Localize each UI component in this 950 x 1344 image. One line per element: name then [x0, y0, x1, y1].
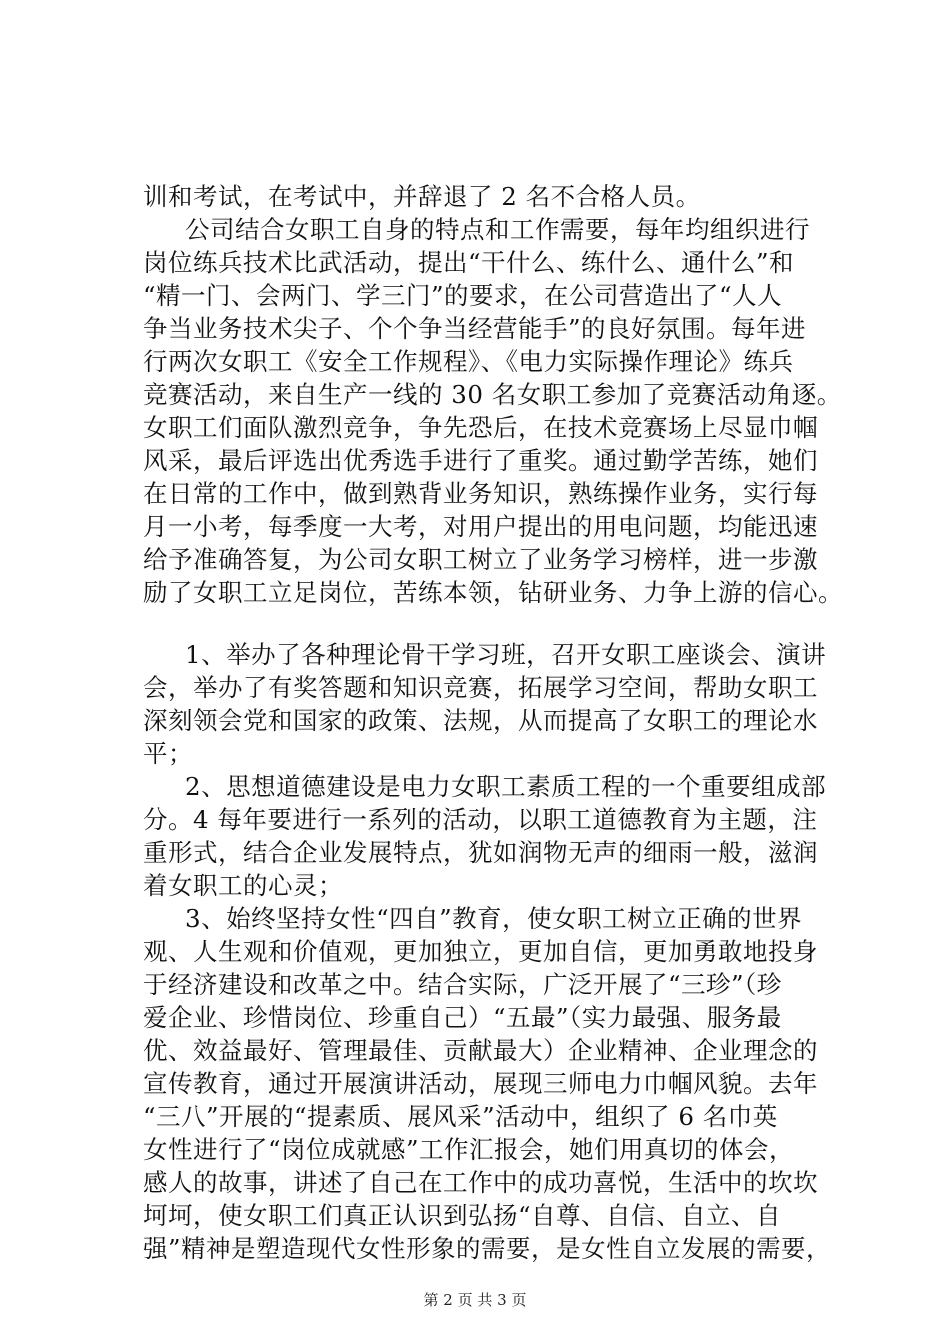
body-line: 女性进行了“岗位成就感”工作汇报会，她们用真切的体会，: [143, 1135, 795, 1164]
body-line: 训和考试，在考试中，并辞退了 2 名不合格人员。: [143, 182, 701, 211]
body-line: 在日常的工作中，做到熟背业务知识，熟练操作业务，实行每: [143, 479, 818, 508]
body-line: 重形式，结合企业发展特点，犹如润物无声的细雨一般，滋润: [143, 838, 818, 867]
body-line: 宣传教育，通过开展演讲活动，展现三师电力巾帼风貌。去年: [143, 1069, 818, 1098]
body-line: 强”精神是塑造现代女性形象的需要，是女性自立发展的需要，: [143, 1234, 832, 1263]
body-line: 深刻领会党和国家的政策、法规，从而提高了女职工的理论水: [143, 706, 818, 735]
body-line: 竞赛活动，来自生产一线的 30 名女职工参加了竞赛活动角逐。: [143, 380, 842, 409]
body-line: 观、人生观和价值观，更加独立，更加自信，更加勇敢地投身: [143, 937, 818, 966]
body-line: “三八”开展的“提素质、展风采”活动中，组织了 6 名巾英: [143, 1102, 778, 1131]
body-line: 岗位练兵技术比武活动，提出“干什么、练什么、通什么”和: [143, 248, 795, 277]
body-line: 行两次女职工《安全工作规程》、《电力实际操作理论》练兵: [143, 347, 794, 376]
body-line: 分。4 每年要进行一系列的活动，以职工道德教育为主题，注: [143, 805, 818, 834]
body-line: 女职工们面队激烈竞争，争先恐后，在技术竞赛场上尽显巾帼: [143, 413, 818, 442]
body-line: 着女职工的心灵；: [143, 871, 343, 900]
body-line: 公司结合女职工自身的特点和工作需要，每年均组织进行: [185, 215, 810, 244]
body-line: 励了女职工立足岗位，苦练本领，钻研业务、力争上游的信心。: [143, 578, 843, 607]
body-line: 于经济建设和改革之中。结合实际，广泛开展了“三珍”（珍: [143, 970, 782, 999]
body-line: 优、效益最好、管理最佳、贡献最大）企业精神、企业理念的: [143, 1036, 818, 1065]
body-line: 1、举办了各种理论骨干学习班，召开女职工座谈会、演讲: [185, 640, 827, 669]
body-line: 给予准确答复，为公司女职工树立了业务学习榜样，进一步激: [143, 545, 818, 574]
body-line: 平；: [143, 739, 193, 768]
page-number: 第 2 页 共 3 页: [423, 1291, 527, 1309]
body-line: 3、始终坚持女性“四自”教育，使女职工树立正确的世界: [185, 904, 803, 933]
body-line: “精一门、会两门、学三门”的要求，在公司营造出了“人人: [143, 281, 783, 310]
body-line: 争当业务技术尖子、个个争当经营能手”的良好氛围。每年进: [143, 314, 807, 343]
body-line: 爱企业、珍惜岗位、珍重自己）“五最”（实力最强、服务最: [143, 1003, 782, 1032]
body-line: 2、思想道德建设是电力女职工素质工程的一个重要组成部: [185, 772, 827, 801]
body-line: 月一小考，每季度一大考，对用户提出的用电问题，均能迅速: [143, 512, 818, 541]
body-line: 风采，最后评选出优秀选手进行了重奖。通过勤学苦练，她们: [143, 446, 818, 475]
body-line: 坷坷，使女职工们真正认识到弘扬“自尊、自信、自立、自: [143, 1201, 782, 1230]
body-line: 感人的故事，讲述了自己在工作中的成功喜悦，生活中的坎坎: [143, 1168, 818, 1197]
body-line: 会，举办了有奖答题和知识竞赛，拓展学习空间，帮助女职工: [143, 673, 818, 702]
